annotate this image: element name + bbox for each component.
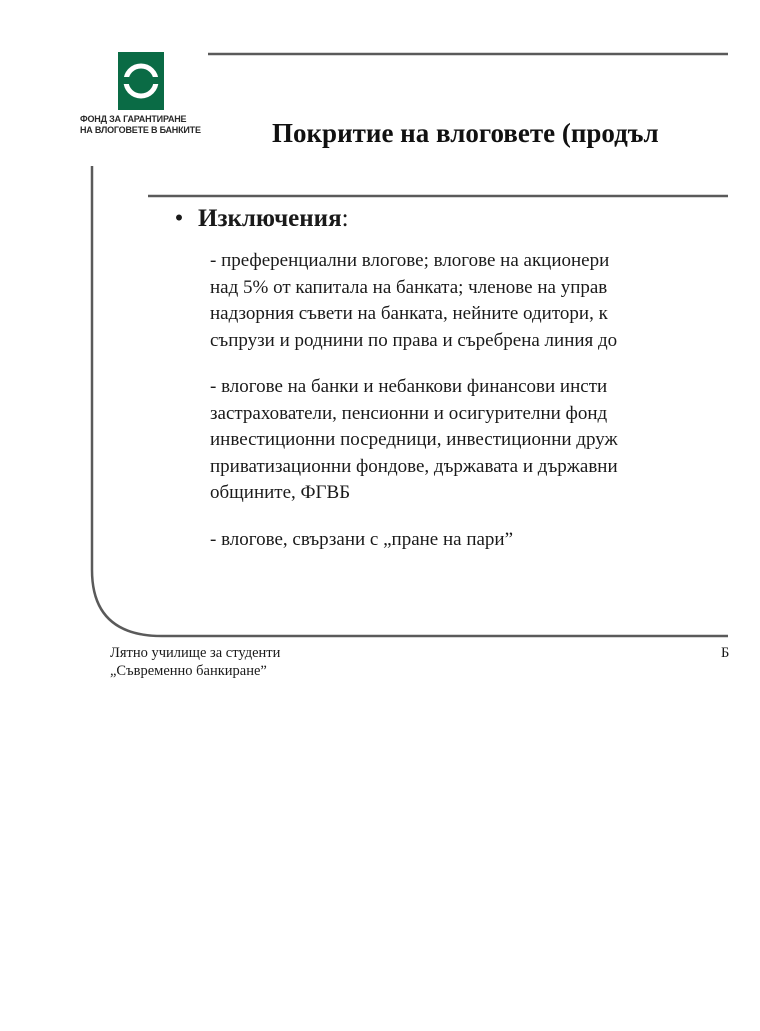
bullet-marker: • <box>174 205 184 232</box>
footer-line-2: „Съвременно банкиране” <box>110 663 267 679</box>
logo-line-1: ФОНД ЗА ГАРАНТИРАНЕ <box>80 114 187 124</box>
bullet-heading: Изключения <box>198 205 342 232</box>
paragraph-line: - влогове, свързани с „пране на пари” <box>210 528 514 550</box>
paragraph-line: общините, ФГВБ <box>210 482 351 503</box>
paragraph-line: - влогове на банки и небанкови финансови инсти <box>210 376 608 397</box>
logo-text <box>80 114 204 136</box>
paragraph-line: - преференциални влогове; влогове на акционери <box>210 250 610 271</box>
footer-right: Б <box>721 645 730 661</box>
footer-left <box>110 644 280 680</box>
logo-line-2: НА ВЛОГОВЕТЕ В БАНКИТЕ <box>80 125 201 135</box>
bullet-item <box>160 204 760 234</box>
slide-content <box>160 204 760 553</box>
exclusion-paragraph-2 <box>210 374 760 507</box>
exclusion-paragraph-3 <box>210 527 760 554</box>
footer-line-1: Лятно училище за студенти <box>110 645 281 661</box>
exclusion-paragraph-1 <box>210 248 760 354</box>
paragraph-line: надзорния съвети на банката, нейните одитори, к <box>210 303 608 324</box>
slide-title: Покритие на влоговете (продъл <box>272 118 659 148</box>
ring-logo-icon <box>118 52 164 110</box>
paragraph-line: застрахователи, пенсионни и осигурителни фонд <box>210 402 608 424</box>
bullet-colon: : <box>341 205 349 232</box>
paragraph-line: приватизационни фондове, държавата и държавни <box>210 455 618 477</box>
paragraph-line: инвестиционни посредници, инвестиционни друж <box>210 429 618 450</box>
paragraph-line: съпрузи и роднини по права и съребрена линия до <box>210 329 618 351</box>
fund-logo <box>80 52 204 142</box>
paragraph-line: над 5% от капитала на банката; членове на управ <box>210 276 608 298</box>
